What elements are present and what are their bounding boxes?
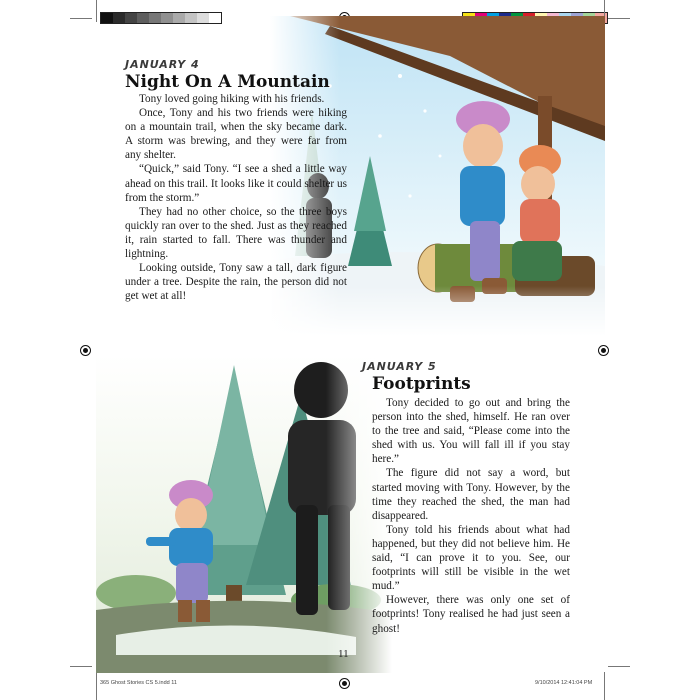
- gray-swatch: [113, 13, 125, 23]
- story-body: [125, 92, 347, 303]
- registration-mark-left: [80, 345, 91, 356]
- gray-swatch: [173, 13, 185, 23]
- story-date: JANUARY 5: [362, 360, 437, 373]
- story-paragraph: Tony told his friends about what had happened, but they did not believe him. He said, “I can prove it to you. See, our footprints will still be visible in the wet mud.”: [372, 523, 570, 593]
- crop-mark: [70, 18, 92, 19]
- file-slug: 365 Ghost Stories CS 5.indd 11: [100, 680, 177, 686]
- gray-swatch: [101, 13, 113, 23]
- story-paragraph: Tony decided to go out and bring the person into the shed, himself. He ran over to the tree and said, “Please come into the shed with us. You will fall ill if you stay here.”: [372, 397, 570, 466]
- story-date: JANUARY 4: [125, 58, 200, 71]
- story-paragraph: However, there was only one set of footprints! Tony realised he had just seen a ghost!: [372, 594, 570, 635]
- story-paragraph: “Quick,” said Tony. “I see a shed a little way ahead on this trail. It looks like it could shelter us from the storm.”: [125, 163, 347, 204]
- gray-swatch: [137, 13, 149, 23]
- story-body: [372, 396, 570, 636]
- gray-swatch: [161, 13, 173, 23]
- gray-swatch: [149, 13, 161, 23]
- gray-swatch: [185, 13, 197, 23]
- story-paragraph: Once, Tony and his two friends were hiking on a mountain trail, when the sky became dark. A storm was brewing, and they were far from any shelter.: [125, 107, 347, 162]
- crop-mark: [608, 666, 630, 667]
- page-number: 11: [338, 648, 349, 660]
- story-paragraph: Looking outside, Tony saw a tall, dark figure under a tree. Despite the rain, the person did not get wet at all!: [125, 262, 347, 303]
- grayscale-color-bar: [100, 12, 222, 24]
- gray-swatch: [209, 13, 221, 23]
- print-timestamp: 9/10/2014 12:41:04 PM: [535, 680, 593, 686]
- forest-scene-illustration: [96, 355, 392, 673]
- story-title: Footprints: [372, 374, 471, 394]
- crop-mark: [96, 672, 97, 700]
- gray-swatch: [197, 13, 209, 23]
- story-title: Night On A Mountain: [125, 72, 330, 92]
- crop-mark: [96, 0, 97, 22]
- registration-mark-right: [598, 345, 609, 356]
- gray-swatch: [125, 13, 137, 23]
- registration-mark-bottom: [339, 678, 350, 689]
- story-paragraph: The figure did not say a word, but started moving with Tony. However, by the time they reached the shed, the man had disappeared.: [372, 467, 570, 522]
- crop-mark: [604, 672, 605, 700]
- story-paragraph: Tony loved going hiking with his friends.: [139, 93, 325, 105]
- crop-mark: [70, 666, 92, 667]
- crop-mark: [608, 18, 630, 19]
- story-paragraph: They had no other choice, so the three boys quickly ran over to the shed. Just as they reached it, rain started to fall. There was thunder and lightning.: [125, 205, 347, 261]
